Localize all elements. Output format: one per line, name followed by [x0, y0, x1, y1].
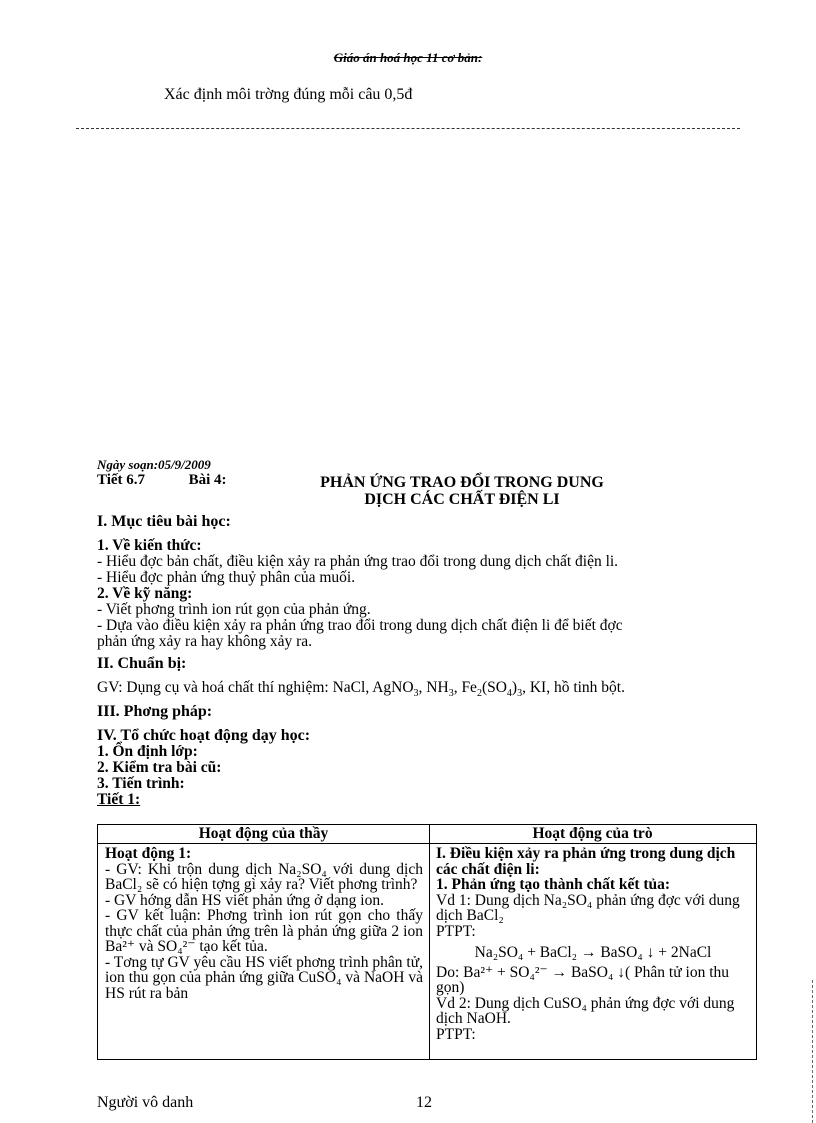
lesson-title	[262, 474, 662, 508]
lesson-title-line2: DỊCH CÁC CHẤT ĐIỆN LI	[364, 491, 560, 508]
lesson-meta	[97, 472, 226, 489]
preparation-text: GV: Dụng cụ và hoá chất thí nghiệm: NaCl, AgNO$_3$, $NH_3$, $Fe_2(SO_4)_3$, KI, hồ tinh bột.	[97, 679, 625, 700]
lesson-number: Bài 4:	[188, 472, 227, 488]
lesson-date: Ngày soạn:05/9/2009	[97, 457, 211, 472]
teacher-step-4: - Tơng tự GV yêu cầu HS viết phơng trình phân tử, ion thu gọn của phản ứng giữa CuSO₄ và NaOH và HS rút ra bản	[105, 953, 423, 1002]
teacher-step-2: - GV hớng dẫn HS viết phản ứng ở dạng ion.	[105, 891, 384, 909]
knowledge-item-2: - Hiểu đợc phản ứng thuỷ phân của muối.	[97, 569, 356, 586]
student-column-header: Hoạt động của trò	[429, 825, 756, 844]
ionic-equation: Do: Ba²⁺ + SO₄²⁻ → BaSO₄ ↓( Phân tử ion thu gọn)	[436, 963, 730, 996]
footer-author: Người vô danh	[97, 1094, 194, 1111]
student-column	[429, 825, 756, 1059]
skills-item-2b: phản ứng xảy ra hay không xảy ra.	[97, 633, 313, 650]
intro-text: Xác định môi trờng đúng mỗi câu 0,5đ	[164, 86, 413, 103]
section-skills: 2. Về kỹ năng:	[97, 585, 193, 602]
precipitate-heading: 1. Phản ứng tạo thành chất kết tủa:	[436, 876, 671, 893]
lesson-period: Tiết 6.7	[97, 472, 146, 488]
teacher-column-header: Hoạt động của thầy	[98, 825, 429, 844]
step-period-1: Tiết 1:	[97, 791, 141, 808]
section-preparation: II. Chuẩn bị:	[97, 655, 187, 672]
lesson-title-line1: PHẢN ỨNG TRAO ĐỔI TRONG DUNG	[320, 474, 604, 491]
section-method: III. Phơng pháp:	[97, 703, 213, 720]
header-title: Giáo án hoá học 11 cơ bản:	[333, 50, 483, 65]
ptpt-label-2: PTPT:	[436, 1025, 476, 1043]
step-class-stabilize: 1. Ổn định lớp:	[97, 743, 198, 760]
equation-1: Na₂SO₄ + BaCl₂ → BaSO₄ ↓ + 2NaCl	[474, 944, 712, 961]
page-number: 12	[416, 1094, 432, 1111]
lesson-body	[97, 514, 757, 808]
knowledge-item-1: - Hiểu đợc bản chất, điều kiện xảy ra phản ứng trao đổi trong dung dịch chất điện li.	[97, 553, 619, 570]
step-process: 3. Tiến trình:	[97, 775, 185, 792]
teacher-step-3: - GV kết luận: Phơng trình ion rút gọn cho thấy thực chất của phản ứng trên là phản ứng giữa 2 ion Ba²⁺ và SO₄²⁻ tạo kết tủa.	[105, 907, 423, 955]
step-review: 2. Kiểm tra bài cũ:	[97, 759, 222, 776]
activity-1-title: Hoạt động 1:	[105, 845, 192, 862]
example-2: Vd 2: Dung dịch CuSO₄ phản ứng đợc với dung dịch NaOH.	[436, 994, 735, 1027]
skills-item-2a: - Dựa vào điều kiện xảy ra phản ứng trao đổi trong dung dịch chất điện li để biết đợc	[97, 617, 623, 634]
example-1: Vd 1: Dung dịch Na₂SO₄ phản ứng đợc với dung dịch BaCl₂	[436, 891, 740, 924]
teacher-column	[98, 825, 430, 1059]
skills-item-1: - Viết phơng trình ion rút gọn của phản ứng.	[97, 601, 371, 618]
ptpt-label-1: PTPT:	[436, 922, 476, 940]
section-objectives: I. Mục tiêu bài học:	[97, 513, 231, 530]
section-activities: IV. Tổ chức hoạt động dạy học:	[97, 727, 311, 744]
dashed-divider	[76, 128, 740, 129]
section-knowledge: 1. Về kiến thức:	[97, 537, 202, 554]
page-edge-line	[812, 980, 813, 1123]
teacher-step-1: - GV: Khi trộn dung dịch Na₂SO₄ với dung dịch BaCl₂ sẽ có hiện tợng gì xảy ra? Viết phơng trình?	[105, 860, 423, 893]
activity-table	[97, 824, 757, 1060]
condition-heading: I. Điều kiện xảy ra phản ứng trong dung dịch các chất điện li:	[436, 845, 736, 878]
